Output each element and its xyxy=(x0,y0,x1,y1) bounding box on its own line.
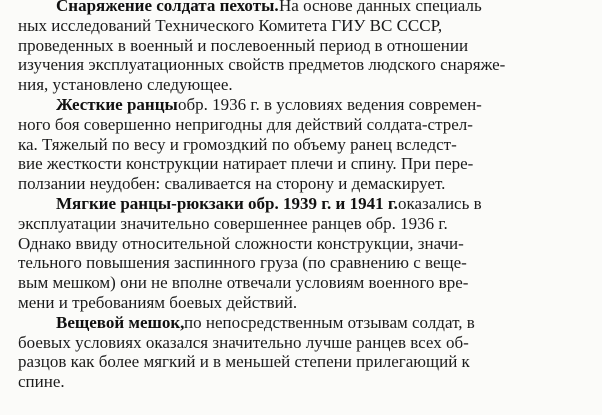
paragraph-2-heading: Жесткие ранцы xyxy=(56,95,178,114)
paragraph-3-line-4 xyxy=(0,253,602,273)
paragraph-1-heading: Снаряжение солдата пехоты. xyxy=(56,0,279,15)
paragraph-2-line-3 xyxy=(0,135,602,155)
paragraph-4-text: спине. xyxy=(18,372,65,392)
paragraph-2-line-5 xyxy=(0,174,602,194)
paragraph-1-line-1 xyxy=(0,0,602,16)
paragraph-2-text: ка. Тяжелый по весу и громоздкий по объему ранец вследст- xyxy=(18,134,457,154)
paragraph-4-text: боевых условиях оказался значительно лучше ранцев всех об- xyxy=(18,332,469,352)
paragraph-3-line-1 xyxy=(0,194,602,214)
paragraph-4-text: разцов как более мягкий и в меньшей степени прилегающий к xyxy=(18,352,470,372)
paragraph-3-line-6 xyxy=(0,293,602,313)
paragraph-3-text: Однако ввиду относительной сложности конструкции, значи- xyxy=(18,233,464,253)
paragraph-2-line-1 xyxy=(0,95,602,115)
paragraph-3-line-2 xyxy=(0,214,602,234)
paragraph-3-text: оказались в xyxy=(398,194,482,213)
paragraph-1-text: ных исследований Технического Комитета ГИУ ВС СССР, xyxy=(18,15,443,35)
paragraph-4-line-4 xyxy=(0,372,602,392)
paragraph-3-heading: Мягкие ранцы-рюкзаки обр. 1939 г. и 1941 г. xyxy=(56,194,398,213)
paragraph-2-line-4 xyxy=(0,154,602,174)
paragraph-3-text: вым мешком) они не вполне отвечали условиям военного вре- xyxy=(18,273,469,293)
paragraph-1-text: На основе данных специаль xyxy=(279,0,482,15)
paragraph-1-line-5 xyxy=(0,75,602,95)
paragraph-1-line-3 xyxy=(0,36,602,56)
paragraph-1-line-4 xyxy=(0,55,602,75)
paragraph-4-line-2 xyxy=(0,333,602,353)
paragraph-4-text: по непосредственным отзывам солдат, в xyxy=(184,312,475,332)
paragraph-2-line-2 xyxy=(0,115,602,135)
paragraph-2-text: ного боя совершенно непригодны для действий солдата-стрел- xyxy=(18,114,473,134)
paragraph-2-text: ползании неудобен: сваливается на сторону и демаскирует. xyxy=(18,174,446,194)
paragraph-4-line-1 xyxy=(0,313,602,333)
paragraph-3-text: тельного повышения заспинного груза (по сравнению с веще- xyxy=(18,253,467,273)
paragraph-3-line-5 xyxy=(0,273,602,293)
paragraph-3-text: эксплуатации значительно совершеннее ранцев обр. 1936 г. xyxy=(18,213,448,233)
paragraph-4-line-3 xyxy=(0,352,602,372)
paragraph-1-text: изучения эксплуатационных свойств предметов людского снаряже- xyxy=(18,55,506,75)
paragraph-1-text: ния, установлено следующее. xyxy=(18,75,233,95)
paragraph-3-text: мени и требованиям боевых действий. xyxy=(18,293,298,312)
paragraph-2-text: обр. 1936 г. в условиях ведения современ- xyxy=(178,95,482,114)
paragraph-2-text: вие жесткости конструкции натирает плечи и спину. При пере- xyxy=(18,154,474,174)
paragraph-3-line-3 xyxy=(0,234,602,254)
paragraph-1-text: проведенных в военный и послевоенный период в отношении xyxy=(18,35,469,55)
paragraph-1-line-2 xyxy=(0,16,602,36)
paragraph-4-heading: Вещевой мешок, xyxy=(56,312,185,332)
